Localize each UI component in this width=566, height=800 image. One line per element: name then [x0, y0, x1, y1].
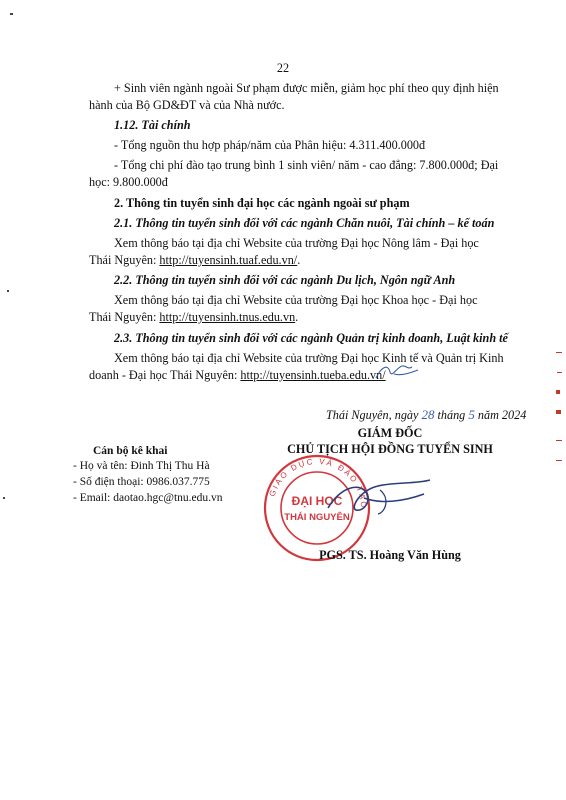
edge-mark-4	[556, 410, 561, 414]
info-2-3-line-1: Xem thông báo tại địa chỉ Website của trường Đại học Kinh tế và Quản trị Kinh	[114, 351, 504, 365]
finance-revenue: - Tổng nguồn thu hợp pháp/năm của Phân hiệu: 4.311.400.000đ	[114, 138, 426, 152]
exemption-line-1: + Sinh viên ngành ngoài Sư phạm được miễn, giảm học phí theo quy định hiện	[114, 81, 499, 95]
info-2-3-prefix: doanh - Đại học Thái Nguyên:	[89, 368, 241, 382]
signer-title-chair: CHỦ TỊCH HỘI ĐỒNG TUYỂN SINH	[287, 442, 493, 456]
heading-2-1: 2.1. Thông tin tuyển sinh đối với các ngành Chăn nuôi, Tài chính – kế toán	[114, 216, 495, 230]
info-2-2-line-1: Xem thông báo tại địa chỉ Website của trường Đại học Khoa học - Đại học	[114, 293, 478, 307]
stamp-line-1: ĐẠI HỌC	[291, 494, 343, 508]
edge-mark-2	[557, 372, 562, 373]
info-2-3-line-2	[89, 367, 386, 383]
contact-name: - Họ và tên: Đinh Thị Thu Hà	[73, 460, 210, 472]
contact-heading: Cán bộ kê khai	[93, 445, 168, 457]
scan-mark-top	[10, 13, 13, 15]
date-month: 5	[468, 407, 475, 422]
exemption-line-2: hành của Bộ GD&ĐT và của Nhà nước.	[89, 98, 285, 112]
initials-mark	[372, 358, 424, 384]
date-line	[326, 407, 526, 423]
date-prefix: Thái Nguyên, ngày	[326, 408, 419, 422]
tuaf-link[interactable]: http://tuyensinh.tuaf.edu.vn/	[159, 253, 298, 267]
signature	[320, 468, 450, 528]
signer-title-director: GIÁM ĐỐC	[357, 426, 423, 440]
date-suffix: năm 2024	[477, 408, 527, 422]
heading-2-2: 2.2. Thông tin tuyển sinh đối với các ngành Du lịch, Ngôn ngữ Anh	[114, 273, 456, 287]
date-day: 28	[421, 407, 435, 422]
info-2-1-suffix: .	[297, 253, 301, 267]
stamp-ring-text: GIÁO DỤC VÀ ĐÀO TẠO	[267, 456, 369, 510]
edge-mark-6	[556, 460, 562, 461]
edge-mark-1	[556, 352, 562, 353]
stamp-line-2: THÁI NGUYÊN	[284, 512, 350, 523]
heading-section-2: 2. Thông tin tuyển sinh đại học các ngành ngoài sư phạm	[114, 196, 410, 210]
info-2-1-prefix: Thái Nguyên:	[89, 253, 160, 267]
info-2-1-line-1: Xem thông báo tại địa chỉ Website của trường Đại học Nông lâm - Đại học	[114, 236, 479, 250]
signer-name: PGS. TS. Hoàng Văn Hùng	[319, 548, 461, 562]
info-2-2-prefix: Thái Nguyên:	[89, 310, 160, 324]
heading-2-3: 2.3. Thông tin tuyển sinh đối với các ngành Quản trị kinh doanh, Luật kinh tế	[114, 331, 508, 345]
tueba-link[interactable]: http://tuyensinh.tueba.edu.vn/	[240, 368, 386, 382]
scan-mark-left-1	[7, 290, 9, 292]
tnus-link[interactable]: http://tuyensinh.tnus.edu.vn	[159, 310, 296, 324]
finance-cost-line-1: - Tổng chi phí đào tạo trung bình 1 sinh viên/ năm - cao đẳng: 7.800.000đ; Đại	[114, 158, 499, 172]
info-2-2-line-2	[89, 309, 298, 325]
finance-cost-line-2: học: 9.800.000đ	[89, 175, 168, 189]
contact-email: - Email: daotao.hgc@tnu.edu.vn	[73, 492, 223, 504]
scan-mark-left-2	[3, 497, 5, 499]
heading-finance: 1.12. Tài chính	[114, 118, 191, 132]
page-number: 22	[276, 61, 290, 75]
info-2-2-suffix: .	[295, 310, 299, 324]
contact-phone: - Số điện thoại: 0986.037.775	[73, 476, 210, 488]
edge-mark-5	[556, 440, 562, 441]
date-mid: tháng	[437, 408, 466, 422]
edge-mark-3	[556, 390, 560, 394]
info-2-1-line-2	[89, 252, 300, 268]
